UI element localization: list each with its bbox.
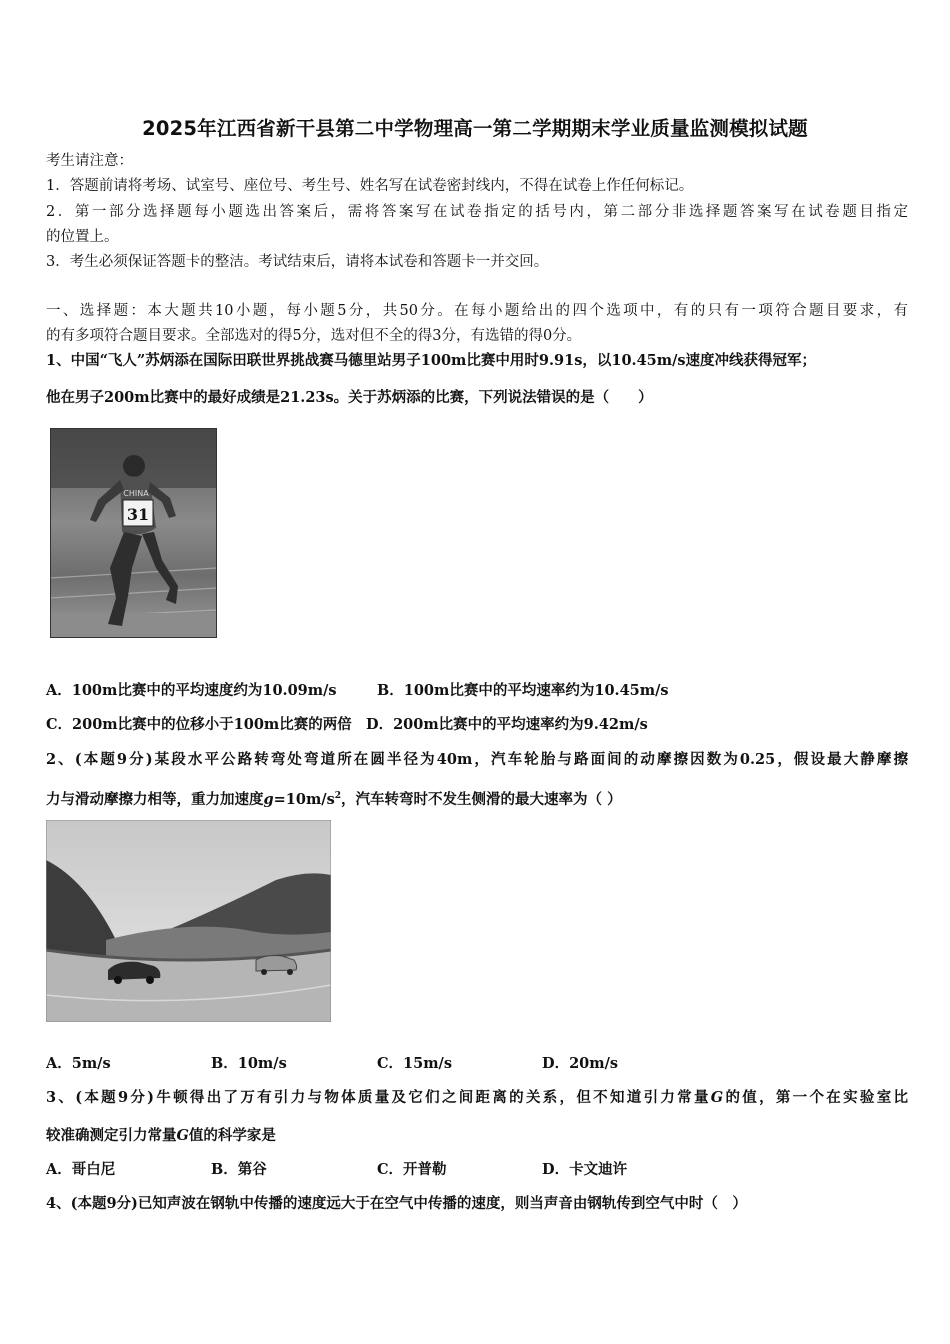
section-intro: 的有多项符合题目要求。全部选对的得5分，选对但不全的得3分，有选错的得0分。	[46, 328, 582, 344]
notice-item: 1．答题前请将考场、试室号、座位号、考生号、姓名写在试卷密封线内，不得在试卷上作任何标记。	[46, 178, 694, 194]
page-title: 2025年江西省新干县第二中学物理高一第二学期期末学业质量监测模拟试题	[142, 117, 808, 140]
notice-item: 的位置上。	[46, 229, 119, 245]
bib-number: 31	[126, 505, 150, 524]
q1-option-a: A．100m比赛中的平均速度约为10.09m/s	[46, 682, 337, 699]
q1-option-c: C．200m比赛中的位移小于100m比赛的两倍	[46, 716, 352, 733]
q2-option-a: A．5m/s	[46, 1055, 111, 1072]
curved-road-photo	[46, 820, 331, 1022]
q3-option-d: D．卡文迪许	[542, 1161, 628, 1178]
section-intro: 一、选择题：本大题共10小题，每小题5分，共50分。在每小题给出的四个选项中，有的只有一项符合题目要求，有	[46, 303, 908, 319]
q3-option-c: C．开普勒	[377, 1161, 447, 1178]
jersey-text: CHINA	[123, 489, 149, 498]
q1-option-d: D．200m比赛中的平均速率约为9.42m/s	[366, 716, 648, 733]
sprinter-photo	[50, 428, 217, 638]
q3-option-a: A．哥白尼	[46, 1161, 116, 1178]
notice-heading: 考生请注意：	[46, 153, 133, 169]
q2-option-d: D．20m/s	[542, 1055, 619, 1072]
question-3-stem: 3、(本题9分)牛顿得出了万有引力与物体质量及它们之间距离的关系，但不知道引力常量G的值，第一个在实验室比	[46, 1089, 908, 1106]
q3-option-b: B．第谷	[211, 1161, 267, 1178]
q2-option-b: B．10m/s	[211, 1055, 287, 1072]
question-1-stem: 1、中国“飞人”苏炳添在国际田联世界挑战赛马德里站男子100m比赛中用时9.91s，以10.45m/s速度冲线获得冠军；	[46, 352, 817, 369]
question-4-stem: 4、(本题9分)已知声波在钢轨中传播的速度远大于在空气中传播的速度，则当声音由钢轨传到空气中时（ ）	[46, 1195, 747, 1212]
notice-item: 2．第一部分选择题每小题选出答案后，需将答案写在试卷指定的括号内，第二部分非选择题答案写在试卷题目指定	[46, 204, 908, 220]
notice-item: 3．考生必须保证答题卡的整洁。考试结束后，请将本试卷和答题卡一并交回。	[46, 254, 549, 270]
question-2-stem: 2、(本题9分)某段水平公路转弯处弯道所在圆半径为40m，汽车轮胎与路面间的动摩擦因数为0.25，假设最大静摩擦	[46, 751, 908, 768]
q2-option-c: C．15m/s	[377, 1055, 453, 1072]
question-1-stem: 他在男子200m比赛中的最好成绩是21.23s。关于苏炳添的比赛，下列说法错误的是（ ）	[46, 389, 653, 406]
q1-option-b: B．100m比赛中的平均速率约为10.45m/s	[377, 682, 669, 699]
question-3-stem: 较准确测定引力常量G值的科学家是	[46, 1127, 276, 1144]
question-2-stem: 力与滑动摩擦力相等，重力加速度$g=10m/s^2$，汽车转弯时不发生侧滑的最大速率为（ ）	[46, 790, 622, 808]
